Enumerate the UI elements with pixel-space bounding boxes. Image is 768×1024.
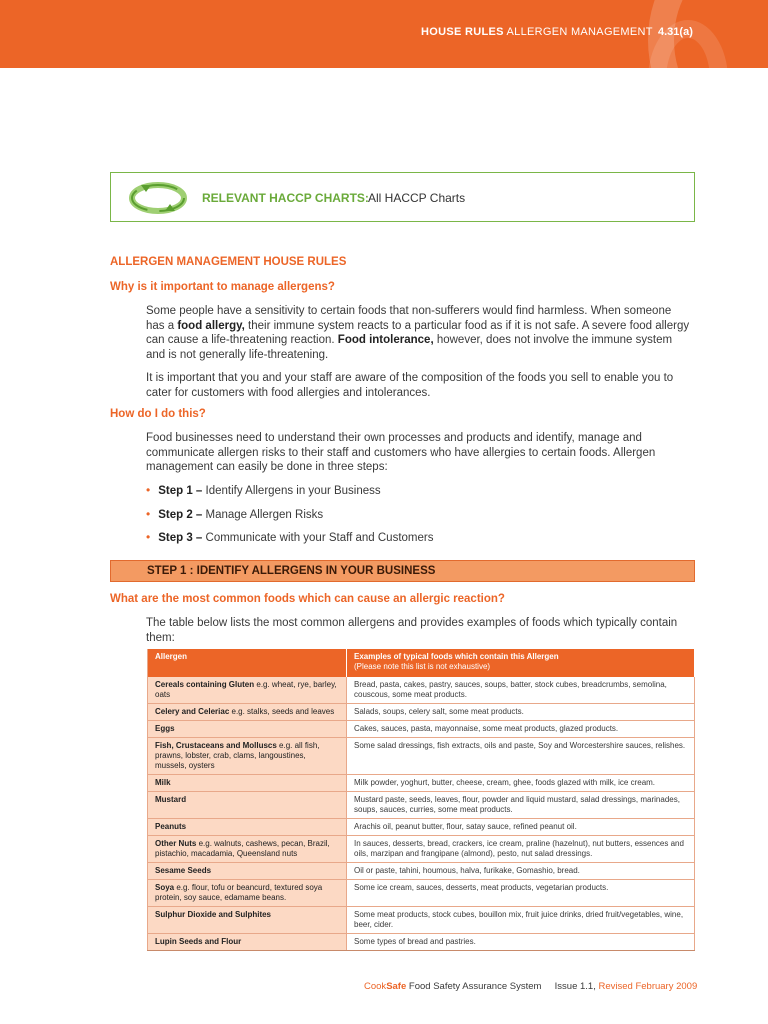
table-row [148, 907, 695, 934]
allergen-name-cell: Lupin Seeds and Flour [148, 934, 347, 951]
table-header-allergen: Allergen [148, 649, 347, 677]
allergen-name-cell: Soya e.g. flour, tofu or beancurd, textured soya protein, soy sauce, edamame beans. [148, 880, 347, 907]
step-1-banner: STEP 1 : IDENTIFY ALLERGENS IN YOUR BUSINESS [110, 560, 695, 582]
allergen-foods-cell: Some meat products, stock cubes, bouillon mix, fruit juice drinks, dried fruit/vegetables, wine, beer, cider. [347, 907, 695, 934]
haccp-label: RELEVANT HACCP CHARTS: [202, 191, 369, 205]
table-row [148, 677, 695, 704]
document-code: 4.31(a) [658, 26, 693, 38]
paragraph-table-intro: The table below lists the most common allergens and provides examples of foods which typically contain them: [146, 617, 678, 644]
step-2-bullet: • Step 2 – Manage Allergen Risks [146, 507, 324, 521]
allergen-name-cell: Sesame Seeds [148, 863, 347, 880]
allergen-foods-cell: Oil or paste, tahini, houmous, halva, furikake, Gomashio, bread. [347, 863, 695, 880]
paragraph-allergy: Some people have a sensitivity to certain foods that non-sufferers would find harmless. When someone has a food allergy, their immune system reacts to a particular food as if it is not safe. A severe food allergy can cause a life-threatening reaction. Food intolerance, however, does not involve the immune system and is not generally life-threatening. [146, 305, 690, 361]
question-why: Why is it important to manage allergens? [110, 281, 335, 293]
table-row [148, 819, 695, 836]
table-row [148, 880, 695, 907]
allergen-name-cell: Cereals containing Gluten e.g. wheat, rye, barley, oats [148, 677, 347, 704]
allergen-foods-cell: Cakes, sauces, pasta, mayonnaise, some meat products, glazed products. [347, 721, 695, 738]
footer: CookSafe Food Safety Assurance System Issue 1.1, Revised February 2009 [364, 981, 698, 992]
table-row [148, 863, 695, 880]
header-band [0, 0, 768, 68]
haccp-value: All HACCP Charts [368, 191, 466, 205]
allergen-foods-cell: Some ice cream, sauces, desserts, meat products, vegetarian products. [347, 880, 695, 907]
allergen-foods-cell: Salads, soups, celery salt, some meat products. [347, 704, 695, 721]
table-row [148, 738, 695, 775]
recycle-arrows-icon [129, 181, 187, 215]
paragraph-steps-intro: Food businesses need to understand their own processes and products and identify, manage and communicate allergen risks to their staff and customers who have allergies to certain foods. Allergen management can easily be done in three steps: [146, 432, 656, 474]
table-row [148, 934, 695, 951]
allergen-foods-cell: Milk powder, yoghurt, butter, cheese, cream, ghee, foods glazed with milk, ice cream. [347, 775, 695, 792]
question-common-foods: What are the most common foods which can cause an allergic reaction? [110, 593, 505, 605]
question-how: How do I do this? [110, 408, 206, 420]
allergen-table [147, 649, 695, 951]
paragraph-composition: It is important that you and your staff are aware of the composition of the foods you sell to enable you to cater for customers with food allergies and intolerances. [146, 372, 674, 399]
table-row [148, 775, 695, 792]
table-row [148, 721, 695, 738]
allergen-foods-cell: Some types of bread and pastries. [347, 934, 695, 951]
haccp-box [110, 172, 695, 222]
table-row [148, 704, 695, 721]
allergen-name-cell: Other Nuts e.g. walnuts, cashews, pecan, Brazil, pistachio, macadamia, Queensland nuts [148, 836, 347, 863]
allergen-name-cell: Sulphur Dioxide and Sulphites [148, 907, 347, 934]
cooksafe-logo: CookSafe [364, 981, 407, 992]
allergen-foods-cell: Arachis oil, peanut butter, flour, satay sauce, refined peanut oil. [347, 819, 695, 836]
allergen-name-cell: Mustard [148, 792, 347, 819]
allergen-foods-cell: Bread, pasta, cakes, pastry, sauces, soups, batter, stock cubes, breadcrumbs, semolina, couscous, some meat products. [347, 677, 695, 704]
step-3-bullet: • Step 3 – Communicate with your Staff and Customers [146, 530, 434, 544]
allergen-foods-cell: In sauces, desserts, bread, crackers, ice cream, praline (hazelnut), nut butters, essences and oils, marzipan and frangipane (almond), pesto, nut salad dressings. [347, 836, 695, 863]
allergen-name-cell: Eggs [148, 721, 347, 738]
table-header-row [148, 649, 695, 677]
allergen-foods-cell: Some salad dressings, fish extracts, oils and paste, Soy and Worcestershire sauces, relishes. [347, 738, 695, 775]
section-title: ALLERGEN MANAGEMENT HOUSE RULES [110, 256, 347, 268]
table-row [148, 836, 695, 863]
allergen-name-cell: Celery and Celeriac e.g. stalks, seeds and leaves [148, 704, 347, 721]
allergen-name-cell: Peanuts [148, 819, 347, 836]
allergen-foods-cell: Mustard paste, seeds, leaves, flour, powder and liquid mustard, salad dressings, marinades, soups, sauces, curries, some meat products. [347, 792, 695, 819]
header-title: HOUSE RULES ALLERGEN MANAGEMENT [421, 26, 653, 38]
table-row [148, 792, 695, 819]
step-1-bullet: • Step 1 – Identify Allergens in your Business [146, 483, 381, 497]
table-header-examples: Examples of typical foods which contain this Allergen (Please note this list is not exhaustive) [347, 649, 695, 677]
allergen-name-cell: Milk [148, 775, 347, 792]
allergen-name-cell: Fish, Crustaceans and Molluscs e.g. all fish, prawns, lobster, crab, clams, langoustines, mussels, oysters [148, 738, 347, 775]
